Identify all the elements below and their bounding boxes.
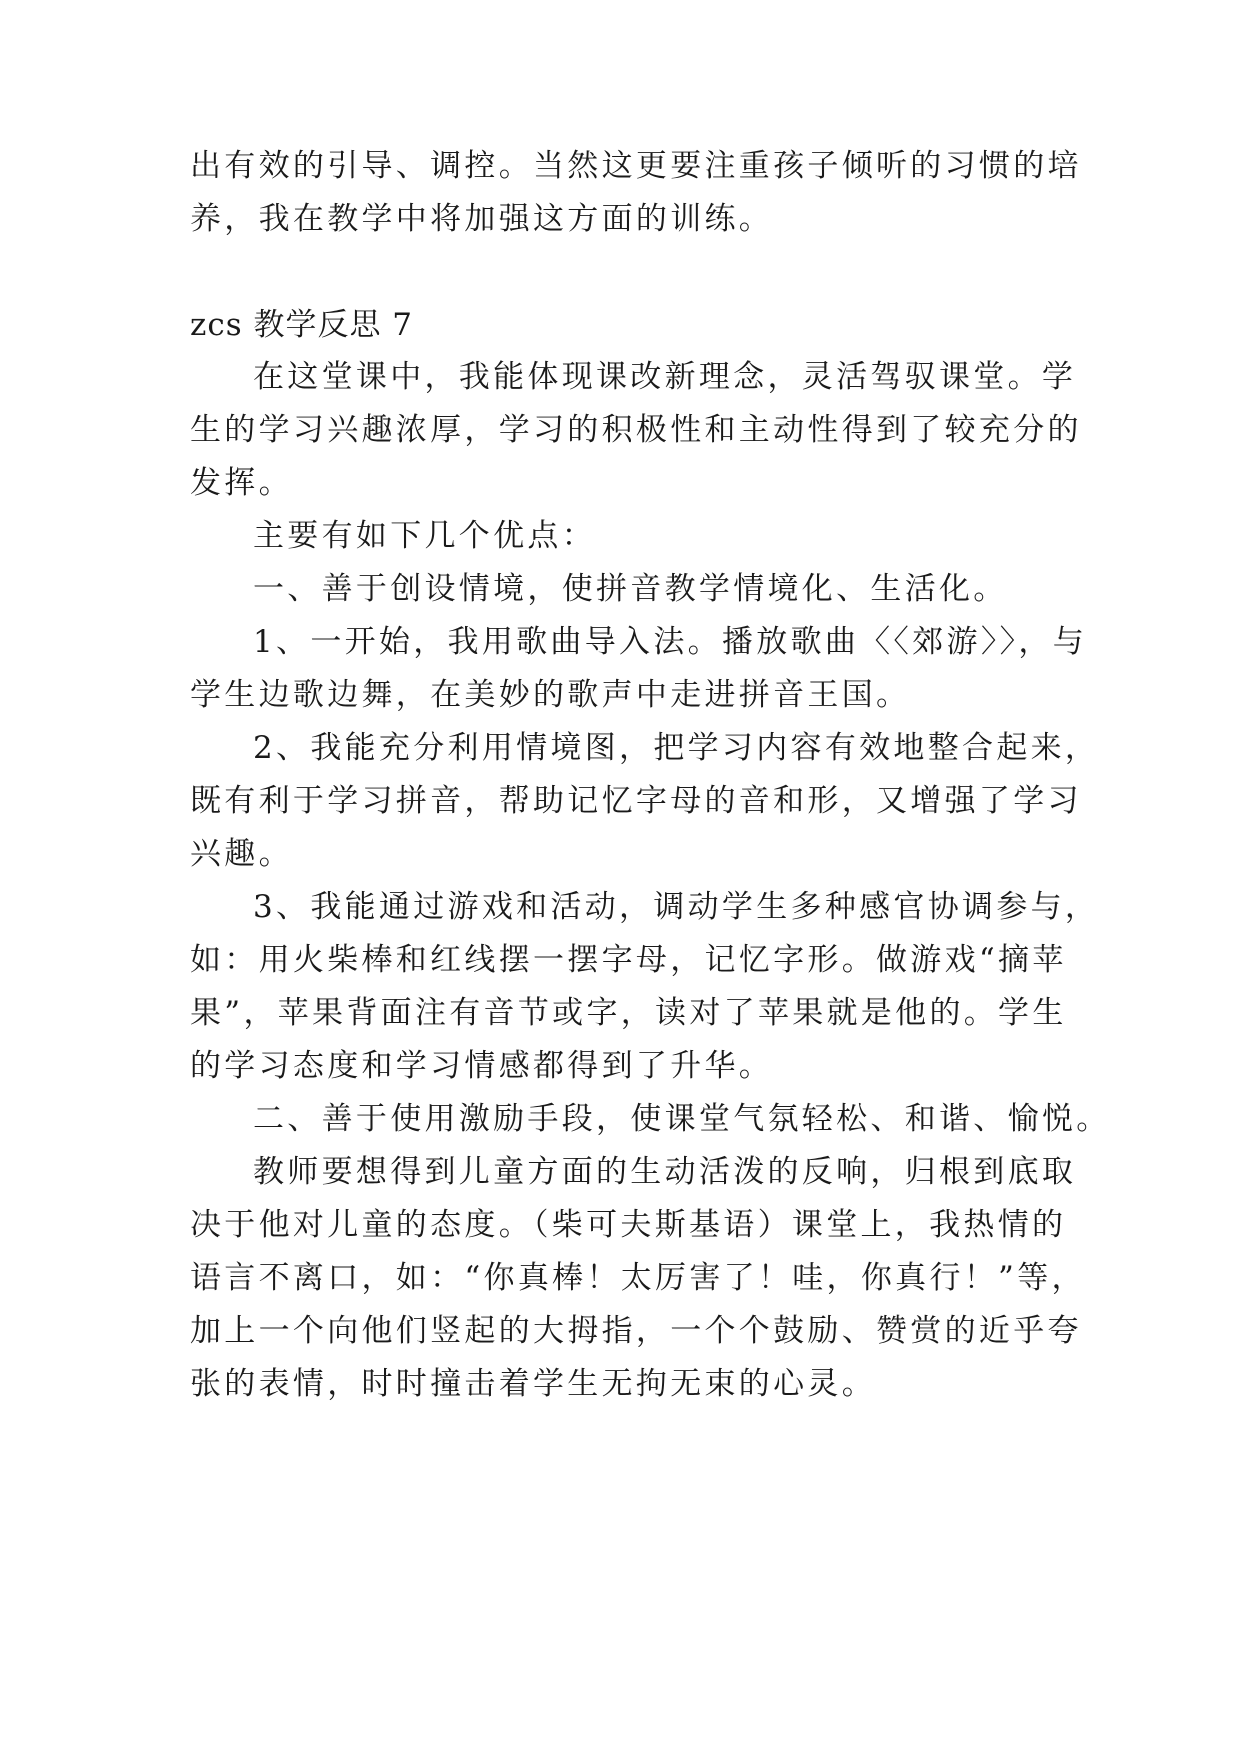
text-line: 的学习态度和学习情感都得到了升华。	[190, 1048, 774, 1084]
text-line: 生的学习兴趣浓厚，学习的积极性和主动性得到了较充分的	[190, 412, 1082, 448]
text-line: 如：用火柴棒和红线摆一摆字母，记忆字形。做游戏“摘苹	[190, 942, 1067, 978]
text-line: 张的表情，时时撞击着学生无拘无束的心灵。	[190, 1366, 876, 1402]
text-line: 出有效的引导、调控。当然这更要注重孩子倾听的习惯的培	[190, 148, 1082, 184]
text-line: 一、善于创设情境，使拼音教学情境化、生活化。	[253, 571, 1008, 607]
text-line: 教师要想得到儿童方面的生动活泼的反响，归根到底取	[253, 1154, 1077, 1190]
text-line: 加上一个向他们竖起的大拇指，一个个鼓励、赞赏的近乎夸	[190, 1313, 1082, 1349]
text-line: 1、一开始，我用歌曲导入法。播放歌曲〈〈郊游〉〉，与	[253, 624, 1088, 660]
text-line: 3、我能通过游戏和活动，调动学生多种感官协调参与，	[253, 889, 1100, 925]
text-line: 在这堂课中，我能体现课改新理念，灵活驾驭课堂。学	[253, 359, 1077, 395]
text-line: 果”，苹果背面注有音节或字，读对了苹果就是他的。学生	[190, 995, 1067, 1031]
text-line: 养，我在教学中将加强这方面的训练。	[190, 201, 774, 237]
text-line: 发挥。	[190, 465, 293, 501]
text-line: 兴趣。	[190, 836, 293, 872]
text-line: 2、我能充分利用情境图，把学习内容有效地整合起来，	[253, 730, 1100, 766]
text-line: 学生边歌边舞，在美妙的歌声中走进拼音王国。	[190, 677, 911, 713]
text-line: 既有利于学习拼音，帮助记忆字母的音和形，又增强了学习	[190, 783, 1082, 819]
section-heading: zcs 教学反思 7	[190, 307, 414, 343]
text-line: 决于他对儿童的态度。（柴可夫斯基语）课堂上，我热情的	[190, 1207, 1067, 1243]
text-line: 主要有如下几个优点：	[253, 518, 596, 554]
text-line: 二、善于使用激励手段，使课堂气氛轻松、和谐、愉悦。	[253, 1101, 1111, 1137]
text-line: 语言不离口，如：“你真棒！太厉害了！哇，你真行！”等，	[190, 1260, 1086, 1296]
